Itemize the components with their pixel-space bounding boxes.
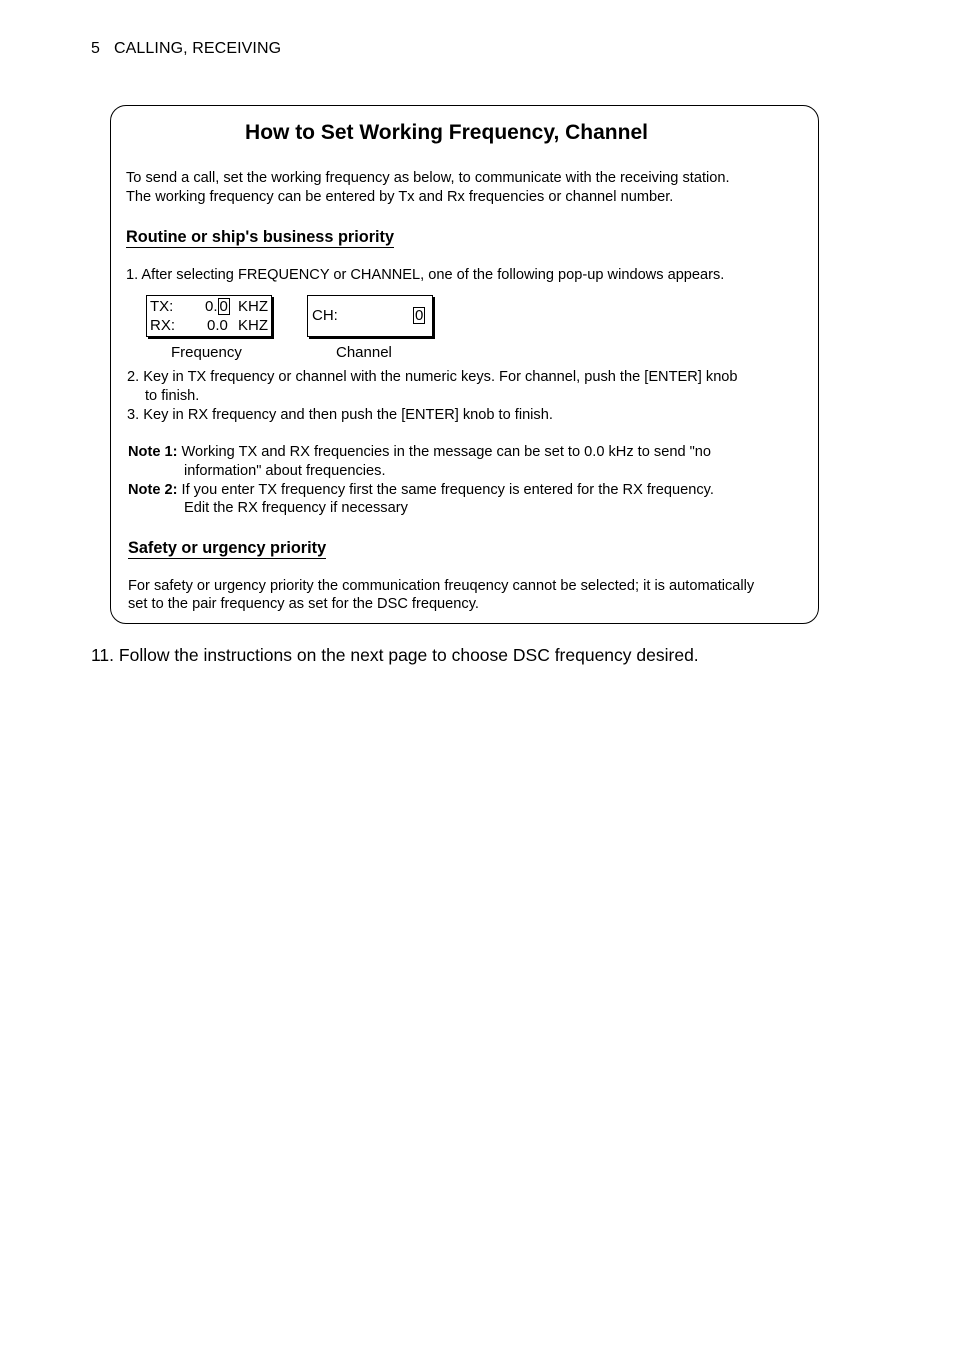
channel-popup: [307, 295, 433, 337]
step-11: 11. Follow the instructions on the next page to choose DSC frequency desired.: [91, 645, 699, 665]
page-number: 5: [91, 40, 100, 57]
intro-line-2: The working frequency can be entered by Tx and Rx frequencies or channel number.: [126, 189, 674, 205]
note-1: Note 1: Working TX and RX frequencies in the message can be set to 0.0 kHz to send "no: [128, 444, 712, 460]
note-1-label: Note 1:: [128, 444, 178, 460]
rx-unit: KHZ: [238, 317, 268, 334]
intro-line-1: To send a call, set the working frequency as below, to communicate with the receiving station.: [126, 170, 730, 186]
step-2-line-2: to finish.: [145, 388, 200, 404]
safety-heading: Safety or urgency priority: [128, 539, 327, 557]
note-2: Note 2: If you enter TX frequency first the same frequency is entered for the RX frequency.: [128, 482, 714, 498]
box-title: How to Set Working Frequency, Channel: [245, 121, 648, 144]
frequency-popup: [146, 295, 272, 337]
routine-heading: Routine or ship's business priority: [126, 228, 395, 246]
step-3: 3. Key in RX frequency and then push the [ENTER] knob to finish.: [127, 407, 553, 423]
safety-line-1: For safety or urgency priority the communication freuqency cannot be selected; it is automatically: [128, 578, 755, 594]
rx-label: RX:: [150, 317, 176, 334]
tx-label: TX:: [150, 298, 174, 315]
note-2-line-2: Edit the RX frequency if necessary: [184, 500, 408, 516]
tx-value: 0. 0: [205, 298, 228, 315]
step-1: 1. After selecting FREQUENCY or CHANNEL, one of the following pop-up windows appears.: [126, 267, 725, 283]
ch-label: CH:: [312, 307, 338, 324]
page-header: [91, 40, 281, 58]
section-title: CALLING, RECEIVING: [114, 40, 282, 57]
channel-caption: Channel: [336, 344, 392, 361]
safety-line-2: set to the pair frequency as set for the DSC frequency.: [128, 596, 479, 612]
rx-value: 0.0: [207, 317, 228, 334]
input-cursor: 0: [219, 298, 228, 315]
step-2-line-1: 2. Key in TX frequency or channel with the numeric keys. For channel, push the [ENTER] knob: [127, 369, 738, 385]
note-2-label: Note 2:: [128, 482, 178, 498]
frequency-caption: Frequency: [171, 344, 242, 361]
ch-value: 0: [415, 307, 424, 324]
info-box: [110, 105, 819, 624]
note-1-line-2: information" about frequencies.: [184, 463, 386, 479]
tx-unit: KHZ: [238, 298, 268, 315]
